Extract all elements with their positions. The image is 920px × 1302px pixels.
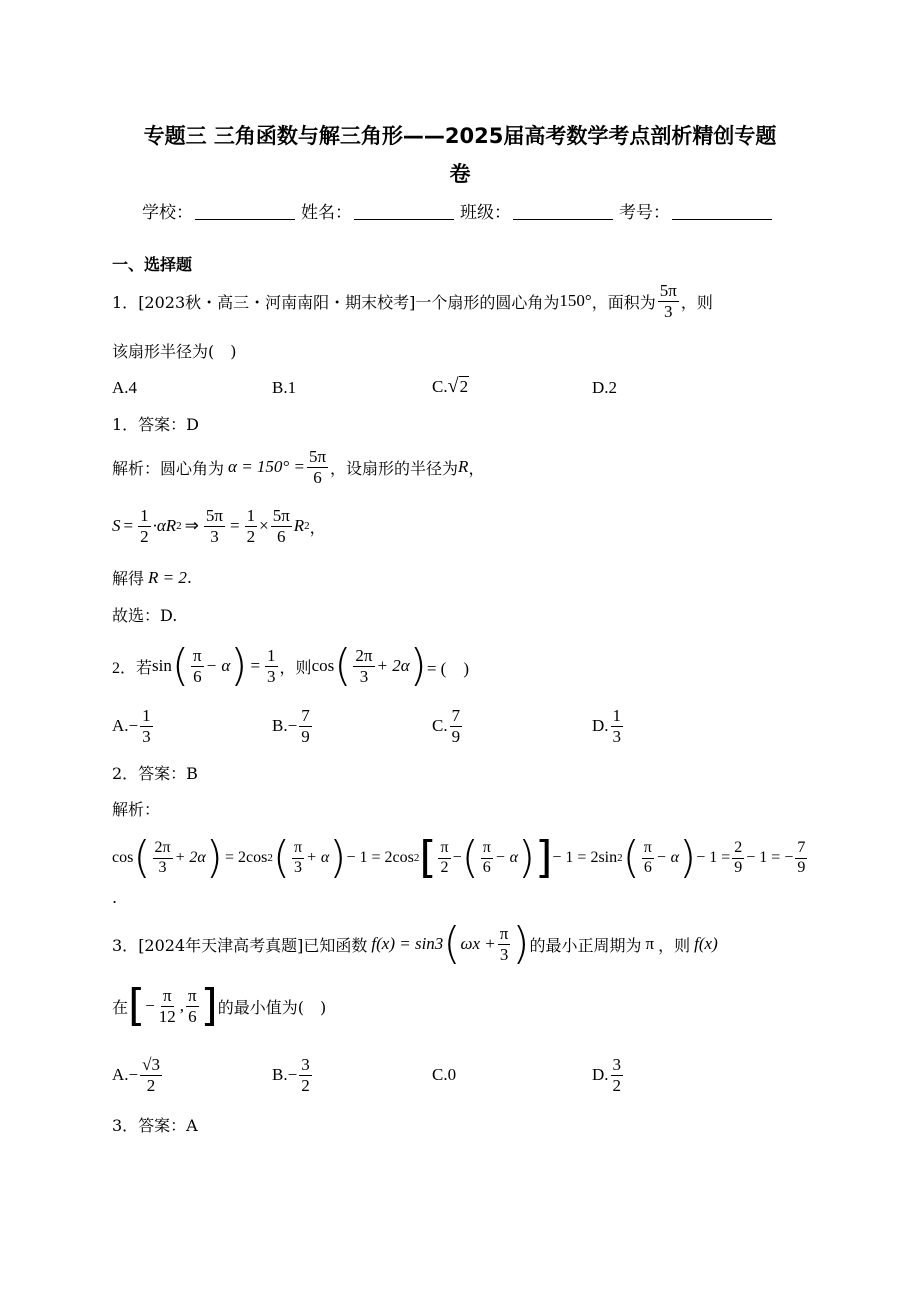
class-blank[interactable] [513,203,613,220]
paren-open-icon: ( [334,640,352,691]
number-blank[interactable] [672,203,772,220]
q3-interval-left: $\frac{\pi}{12}$ [158,985,176,1026]
q1-sol1-alpha: α = 150° = [228,457,305,476]
q1-sol1-text-b: ，设扇形的半径为 [330,458,459,478]
paren-close-icon: ) [230,640,248,691]
name-label: 姓名： [301,203,352,223]
q3-fx: f(x) [694,934,718,953]
q3-pi: π [645,934,655,953]
student-info-line [0,198,920,223]
sol2-half2: $\frac{1}{2}$ [246,505,256,546]
q1-answer: 1．答案：D [112,415,200,434]
q3-function: f(x) = sin3 [371,934,444,953]
q1-sol1-R: R [458,457,469,476]
q1-text-b: ，面积为 [591,292,656,312]
q1-option-a[interactable]: A.4 [112,378,138,397]
q2-option-a[interactable]: A. − $\frac{1}{3}$ [112,705,151,746]
q1-sol3-text: 解得 [112,569,145,588]
question-3-line1 [112,918,718,970]
q2-option-c[interactable]: C. $\frac{7}{9}$ [432,705,461,746]
q2-solution-dot: . [112,888,118,907]
sol2-area: $\frac{5\pi}{3}$ [205,505,223,546]
q1-number: 1． [112,292,139,312]
q2-tail: = ( ) [426,658,469,678]
q1-option-c-label: C. [432,376,448,396]
sol2-R: R [293,516,305,535]
q2-third: $\frac{1}{3}$ [267,645,276,686]
question-2 [112,640,469,692]
q1-option-c-radicand: 2 [459,377,469,396]
q3-interval-right: $\frac{\pi}{6}$ [188,985,197,1026]
q1-option-b[interactable]: B.1 [272,378,297,397]
q3-number: 3． [112,935,139,955]
q2-cos: cos [311,656,335,675]
q3-line2-a: 在 [112,997,129,1017]
question-3-line2 [112,980,326,1032]
paren-open-icon: ( [443,918,461,969]
q1-option-c[interactable] [432,375,469,398]
q3-text-c: ，则 [658,935,691,955]
q2-option-d[interactable]: D. $\frac{1}{3}$ [592,705,622,746]
q2-plus-2alpha: + 2α [376,656,410,675]
question-1-line2: 该扇形半径为( ) [112,342,237,361]
q3-omega: ωx + [460,934,496,953]
page-title: 专题三 三角函数与解三角形——2025届高考数学考点剖析精创专题 [143,124,777,148]
sol2-sq2: 2 [304,520,310,532]
q1-sol3-end: . [186,568,192,587]
q2-solution-equation: cos ( $\frac{2\pi}{3}$ + 2α ) = 2cos 2 ( $\frac{\pi}{3}$ + α ) − 1 = 2cos 2 [ $\frac{\pi}{2}$ − ( $\frac{\pi}{6}$ − α ) ] − 1 = 2sin 2 ( $\frac{\pi}{6}$ − α ) − 1 = $\frac{2}{9}$ − 1 = − $\frac{7}{9}$ [112,832,806,883]
bracket-open-icon: [ [128,980,146,1031]
q1-sol1-comma: ， [468,458,485,478]
q2-sin: sin [152,656,172,675]
q3-option-c[interactable]: C.0 [432,1065,457,1084]
q1-solution-line2 [112,503,326,549]
sol2-arrow: ⇒ [184,516,199,535]
q3-pi3: $\frac{\pi}{3}$ [499,923,509,964]
number-label: 考号： [619,203,670,223]
q2-then: ，则 [279,659,312,677]
name-blank[interactable] [354,203,454,220]
paren-close-icon: ) [409,640,427,691]
school-label: 学校： [142,203,193,223]
q1-solution-line4: 故选：D. [112,606,178,625]
class-label: 班级： [460,203,511,223]
sol2-times: × [259,516,269,535]
sol2-eq: = [123,516,134,535]
sol2-S: S [112,516,121,535]
q2-option-b[interactable]: B. − $\frac{7}{9}$ [272,705,310,746]
q1-text-a: [2023秋・高三・河南南阳・期末校考]一个扇形的圆心角为 [138,292,560,312]
q3-text-a: [2024年天津高考真题]已知函数 [138,935,368,955]
sol2-alphaR: ·αR [152,516,177,535]
q2-pi6: $\frac{\pi}{6}$ [193,645,202,686]
q3-line2-b: 的最小值为( ) [217,997,327,1017]
q3-option-a[interactable]: A. − $\frac{√3}{2}$ [112,1054,160,1095]
q3-text-b: 的最小正周期为 [529,935,642,955]
q3-option-d[interactable]: D. $\frac{3}{2}$ [592,1054,622,1095]
q2-minus-alpha: − α [205,656,231,675]
q1-sol1-fraction: $\frac{5\pi}{6}$ [308,446,327,487]
q2-number: 2．若 [112,659,153,677]
q1-sol1-text: 解析：圆心角为 [112,458,225,478]
q3-option-b[interactable]: B. − $\frac{3}{2}$ [272,1054,310,1095]
q2-solution-label: 解析： [112,800,161,819]
q1-option-d[interactable]: D.2 [592,378,618,397]
section-heading: 一、选择题 [112,255,193,274]
sol2-sq: 2 [176,520,182,532]
sol2-eq2: = [230,516,240,535]
question-1-line1 [112,278,713,324]
q1-sol3-eq: R = 2 [148,567,187,587]
sqrt-icon: √ [447,375,459,397]
q2-2pi3: $\frac{2\pi}{3}$ [355,645,373,686]
school-blank[interactable] [195,203,295,220]
sol2-angle: $\frac{5\pi}{6}$ [272,505,290,546]
q3-i1-sign: − [145,996,155,1015]
q3-comma: , [179,996,185,1015]
sol2-end: ， [309,519,326,537]
q1-solution-line1 [112,444,484,490]
sol2-half: $\frac{1}{2}$ [140,505,149,546]
page-title-continued: 卷 [449,162,471,186]
q2-eq: = [250,656,261,675]
q1-area-fraction: $\frac{5\pi}{3}$ [659,280,677,321]
q1-text-c: ，则 [680,292,713,312]
q1-angle: 150° [559,291,592,310]
q2-answer: 2．答案：B [112,764,198,783]
q1-solution-line3 [112,566,192,589]
paren-open-icon: ( [171,640,190,691]
paren-close-icon: ) [512,918,530,969]
bracket-close-icon: ] [200,980,218,1031]
q3-answer: 3．答案：A [112,1116,198,1135]
